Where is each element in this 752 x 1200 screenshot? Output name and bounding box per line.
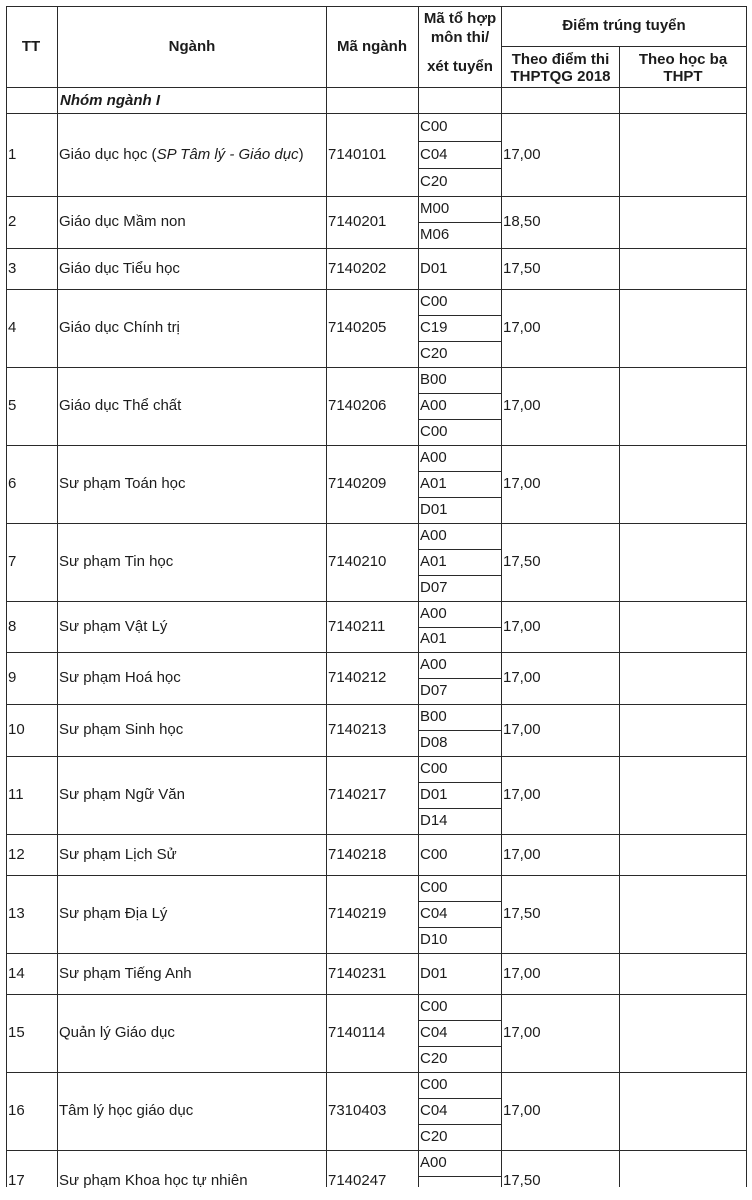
- header-hocba-line2: THPT: [663, 68, 703, 85]
- combo-divider: [418, 222, 501, 223]
- row-major-code: 7140247: [328, 1172, 387, 1189]
- combo-divider: [418, 782, 501, 783]
- header-to-hop: [419, 9, 501, 76]
- header-thptqg-line2: THPTQG 2018: [510, 68, 611, 85]
- combo-divider: [418, 927, 501, 928]
- row-score-thptqg: 17,00: [503, 475, 541, 492]
- row-score-thptqg: 17,00: [503, 397, 541, 414]
- row-combo-code: D01: [420, 259, 448, 277]
- header-bottom-line: [6, 87, 747, 88]
- row-combo-code: M06: [420, 226, 450, 243]
- row-score-thptqg: 17,00: [503, 721, 541, 738]
- row-major-name: Sư phạm Tin học: [59, 553, 174, 570]
- header-to-hop-line3: xét tuyển: [427, 58, 493, 75]
- row-major-name: Sư phạm Tiếng Anh: [59, 964, 192, 982]
- row-major-code: 7140202: [328, 259, 387, 277]
- row-major-name: Giáo dục Mầm non: [59, 213, 186, 230]
- combo-divider: [418, 393, 501, 394]
- row-major-name-suffix: ): [298, 145, 304, 163]
- row-score-thptqg: 17,00: [503, 319, 541, 336]
- row-major-name: Sư phạm Toán học: [59, 475, 186, 492]
- row-major-code: 7140206: [328, 397, 387, 414]
- combo-divider: [418, 901, 501, 902]
- row-combo-code: A00: [420, 1154, 447, 1171]
- row-number: 3: [8, 259, 17, 277]
- column-divider: [57, 6, 58, 1187]
- header-to-hop-line2: môn thi/: [430, 29, 490, 46]
- combo-divider: [418, 419, 501, 420]
- header-thptqg: [502, 51, 619, 85]
- table-border-left: [6, 6, 7, 1187]
- row-combo-code: B00: [420, 371, 447, 388]
- row-combo-code: A01: [420, 475, 447, 492]
- header-subdivider: [501, 46, 747, 47]
- row-major-code: 7140217: [328, 786, 387, 803]
- row-divider: [6, 1150, 747, 1151]
- table-border-right: [746, 6, 747, 1187]
- row-combo-code: C04: [420, 1102, 448, 1119]
- row-combo-code: D14: [420, 812, 448, 829]
- combo-divider: [418, 575, 501, 576]
- row-divider: [6, 994, 747, 995]
- row-major-code: 7140213: [328, 721, 387, 738]
- row-combo-code: C00: [420, 879, 448, 896]
- row-major-code: 7140231: [328, 964, 387, 982]
- table-border-top: [6, 6, 747, 7]
- row-number: 7: [8, 553, 17, 570]
- group-row-bottom-line: [6, 113, 747, 114]
- row-major-code: 7140210: [328, 553, 387, 570]
- row-major-code: 7140114: [328, 1024, 386, 1041]
- row-number: 4: [8, 319, 17, 336]
- combo-divider: [418, 315, 501, 316]
- row-combo-code: C04: [420, 1024, 448, 1041]
- row-divider: [6, 601, 747, 602]
- row-combo-code: A00: [420, 397, 447, 414]
- row-combo-code: A01: [420, 553, 447, 570]
- row-number: 2: [8, 213, 17, 230]
- combo-divider: [418, 730, 501, 731]
- row-major-code: 7140209: [328, 475, 387, 492]
- column-divider: [326, 6, 327, 1187]
- row-number: 17: [8, 1172, 25, 1189]
- row-major-code: 7140205: [328, 319, 387, 336]
- header-diem-trung-tuyen: Điểm trúng tuyển: [562, 17, 686, 34]
- row-major-name: Giáo dục Chính trị: [59, 319, 180, 336]
- row-major-name-italic: SP Tâm lý - Giáo dục: [156, 145, 299, 163]
- row-number: 12: [8, 845, 25, 863]
- row-combo-code: A00: [420, 449, 447, 466]
- row-combo-code: C00: [420, 117, 448, 135]
- row-combo-code: D07: [420, 579, 448, 596]
- row-score-thptqg: 17,50: [503, 905, 541, 922]
- row-divider: [6, 1072, 747, 1073]
- row-divider: [6, 834, 747, 835]
- row-divider: [6, 704, 747, 705]
- row-combo-code: M00: [420, 200, 450, 217]
- row-number: 10: [8, 721, 25, 738]
- row-major-code: 7310403: [328, 1102, 387, 1119]
- row-divider: [6, 367, 747, 368]
- row-score-thptqg: 17,00: [503, 964, 541, 982]
- row-combo-code: C00: [420, 845, 448, 863]
- row-score-thptqg: 17,00: [503, 786, 541, 803]
- row-combo-code: B00: [420, 708, 447, 725]
- row-combo-code: C00: [420, 760, 448, 777]
- row-divider: [6, 445, 747, 446]
- row-major-name: Sư phạm Hoá học: [59, 669, 181, 686]
- row-major-code: 7140101: [328, 145, 387, 163]
- combo-divider: [418, 678, 501, 679]
- row-score-thptqg: 17,00: [503, 1102, 541, 1119]
- header-tt: TT: [21, 38, 41, 55]
- row-combo-code: C20: [420, 345, 448, 362]
- row-combo-code: C00: [420, 998, 448, 1015]
- row-major-name: Sư phạm Lịch Sử: [59, 845, 177, 863]
- header-thptqg-line1: Theo điểm thi: [511, 51, 610, 68]
- row-major-name: Sư phạm Khoa học tự nhiên: [59, 1172, 248, 1189]
- row-score-thptqg: 17,00: [503, 145, 541, 163]
- row-major-name: Tâm lý học giáo dục: [59, 1102, 194, 1119]
- header-ma-nganh: Mã ngành: [337, 38, 407, 55]
- row-number: 8: [8, 617, 17, 635]
- row-number: 14: [8, 964, 25, 982]
- header-nganh: Ngành: [168, 38, 216, 55]
- combo-divider: [418, 1176, 501, 1177]
- row-number: 6: [8, 475, 17, 492]
- row-score-thptqg: 18,50: [503, 213, 541, 230]
- row-combo-code: C04: [420, 145, 448, 163]
- row-combo-code: A00: [420, 604, 447, 622]
- row-combo-code: D01: [420, 786, 448, 803]
- row-major-code: 7140219: [328, 905, 387, 922]
- row-major-name: Sư phạm Sinh học: [59, 721, 184, 738]
- combo-divider: [418, 808, 501, 809]
- row-divider: [6, 953, 747, 954]
- row-score-thptqg: 17,50: [503, 259, 541, 277]
- row-combo-code: C04: [420, 905, 448, 922]
- combo-divider: [418, 1020, 501, 1021]
- row-major-name: Quản lý Giáo dục: [59, 1024, 175, 1041]
- row-divider: [6, 289, 747, 290]
- row-major-name: Sư phạm Ngữ Văn: [59, 786, 185, 803]
- row-major-name: Sư phạm Địa Lý: [59, 905, 168, 922]
- row-number: 5: [8, 397, 17, 414]
- row-major-name: Giáo dục Thể chất: [59, 397, 182, 414]
- row-score-thptqg: 17,00: [503, 845, 541, 863]
- row-score-thptqg: 17,50: [503, 1172, 541, 1189]
- row-combo-code: C20: [420, 173, 448, 191]
- row-combo-code: A00: [420, 527, 447, 544]
- row-major-code: 7140218: [328, 845, 387, 863]
- column-divider: [619, 46, 620, 1187]
- row-major-name: Sư phạm Vật Lý: [59, 617, 168, 635]
- row-divider: [6, 875, 747, 876]
- combo-divider: [418, 1098, 501, 1099]
- row-number: 16: [8, 1102, 25, 1119]
- row-number: 9: [8, 669, 17, 686]
- group-label: Nhóm ngành I: [60, 92, 160, 109]
- row-combo-code: C20: [420, 1128, 448, 1145]
- combo-divider: [418, 549, 501, 550]
- row-number: 11: [8, 786, 24, 803]
- row-combo-code: C20: [420, 1050, 448, 1067]
- row-major-code: 7140211: [328, 617, 386, 635]
- row-score-thptqg: 17,00: [503, 1024, 541, 1041]
- combo-divider: [418, 341, 501, 342]
- row-combo-code: A00: [420, 656, 447, 673]
- row-major-name: Giáo dục Tiểu học: [59, 259, 180, 277]
- row-major-name: Giáo dục học (SP Tâm lý - Giáo dục): [59, 145, 304, 163]
- row-combo-code: C00: [420, 1076, 448, 1093]
- header-hocba: [620, 51, 746, 85]
- combo-divider: [418, 497, 501, 498]
- row-divider: [6, 756, 747, 757]
- row-divider: [6, 652, 747, 653]
- row-score-thptqg: 17,50: [503, 553, 541, 570]
- row-combo-code: C00: [420, 423, 448, 440]
- combo-divider: [418, 1124, 501, 1125]
- row-combo-code: C00: [420, 293, 448, 310]
- combo-divider: [418, 627, 501, 628]
- row-major-code: 7140212: [328, 669, 387, 686]
- combo-divider: [418, 141, 501, 142]
- column-divider: [501, 6, 502, 1187]
- row-combo-code: D07: [420, 682, 448, 699]
- header-to-hop-line1: Mã tổ hợp: [423, 10, 497, 27]
- row-divider: [6, 196, 747, 197]
- row-combo-code: C19: [420, 319, 448, 336]
- combo-divider: [418, 471, 501, 472]
- row-combo-code: A01: [420, 630, 447, 648]
- row-number: 13: [8, 905, 25, 922]
- row-combo-code: D10: [420, 931, 448, 948]
- combo-divider: [418, 168, 501, 169]
- row-score-thptqg: 17,00: [503, 617, 541, 635]
- row-number: 15: [8, 1024, 25, 1041]
- header-hocba-line1: Theo học bạ: [638, 51, 728, 68]
- combo-divider: [418, 1046, 501, 1047]
- row-combo-code: D08: [420, 734, 448, 751]
- row-divider: [6, 248, 747, 249]
- row-number: 1: [8, 145, 17, 163]
- row-major-code: 7140201: [328, 213, 387, 230]
- column-divider: [418, 6, 419, 1187]
- row-score-thptqg: 17,00: [503, 669, 541, 686]
- row-combo-code: D01: [420, 501, 448, 518]
- row-divider: [6, 523, 747, 524]
- row-combo-code: D01: [420, 964, 448, 982]
